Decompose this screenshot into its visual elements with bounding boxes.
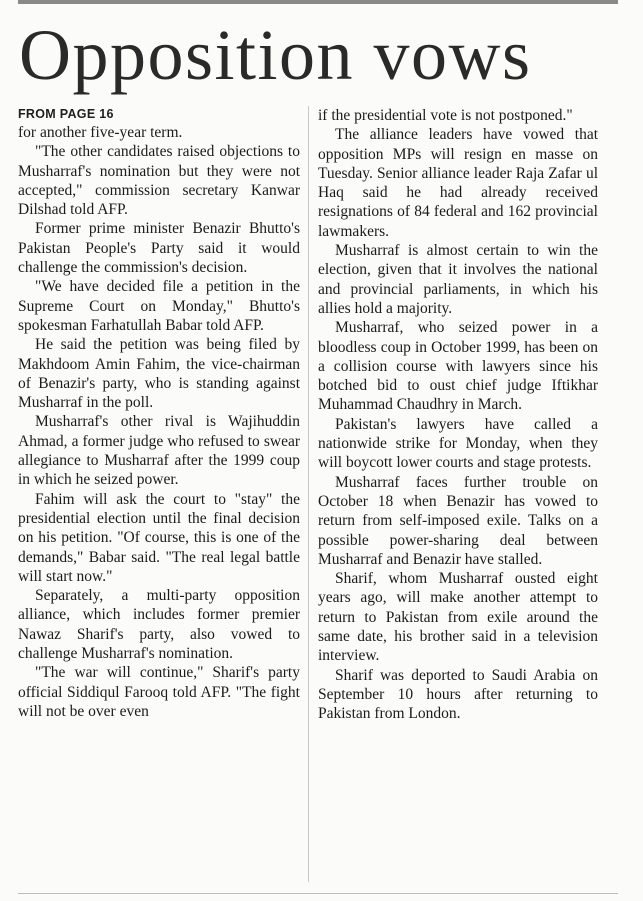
paragraph: Pakistan's lawyers have called a nationwide strike for Monday, when they will boycott lower courts and stage protests. [318,415,598,472]
paragraph: "The other candidates raised objections to Musharraf's nomination but they were not accepted," commission secretary Kanwar Dilshad told AFP. [18,143,300,219]
paragraph: "We have decided file a petition in the Supreme Court on Monday," Bhutto's spokesman Farhatullah Babar told AFP. [18,278,300,334]
column-divider [308,106,309,882]
paragraph: Musharraf's other rival is Wajihuddin Ahmad, a former judge who refused to swear allegiance to Musharraf after the 1999 coup in which he seized power. [18,413,300,489]
left-column [18,106,300,721]
paragraph: for another five-year term. [18,124,183,141]
paragraph: Fahim will ask the court to "stay" the presidential election until the final decision on his petition. "Of course, this is one of the demands," Babar said. "The real legal battle will start now." [18,490,300,585]
paragraph: "The war will continue," Sharif's party official Siddiqul Farooq told AFP. "The fight will not be over even [18,664,300,720]
paragraph: Musharraf is almost certain to win the election, given that it involves the national and provincial parliaments, in which his allies hold a majority. [318,242,598,317]
paragraph: Musharraf, who seized power in a bloodless coup in October 1999, has been on a collision course with lawyers since his botched bid to oust chief judge Iftikhar Muhammad Chaudhry in March. [318,319,598,414]
paragraph: He said the petition was being filed by Makhdoom Amin Fahim, the vice-chairman of Benazir's party, who is standing against Musharraf in the poll. [18,336,300,412]
paragraph: Former prime minister Benazir Bhutto's Pakistan People's Party said it would challenge the commission's decision. [18,220,300,277]
headline: Opposition vows [19,15,532,95]
bottom-rule [18,893,618,894]
paragraph: Sharif was deported to Saudi Arabia on September 10 hours after returning to Pakistan from London. [318,666,598,723]
paragraph: Separately, a multi-party opposition alliance, which includes former premier Nawaz Sharif's party, also vowed to challenge Musharraf's nomination. [18,587,300,663]
paragraph: Musharraf faces further trouble on October 18 when Benazir has vowed to return from self-imposed exile. Talks on a possible power-sharing deal between Musharraf and Benazir have stalled. [318,473,598,568]
paragraph: Sharif, whom Musharraf ousted eight years ago, will make another attempt to return to Pakistan from exile around the same date, his brother said in a television interview. [318,570,598,665]
right-column [318,106,598,724]
paragraph: The alliance leaders have vowed that opposition MPs will resign en masse on Tuesday. Senior alliance leader Raja Zafar ul Haq said he had already received resignations of 84 federal and 162 provincial lawmakers. [318,126,598,240]
continued-from-kicker: FROM PAGE 16 [18,107,114,121]
paragraph: if the presidential vote is not postponed." [318,107,573,124]
top-rule [18,0,618,4]
